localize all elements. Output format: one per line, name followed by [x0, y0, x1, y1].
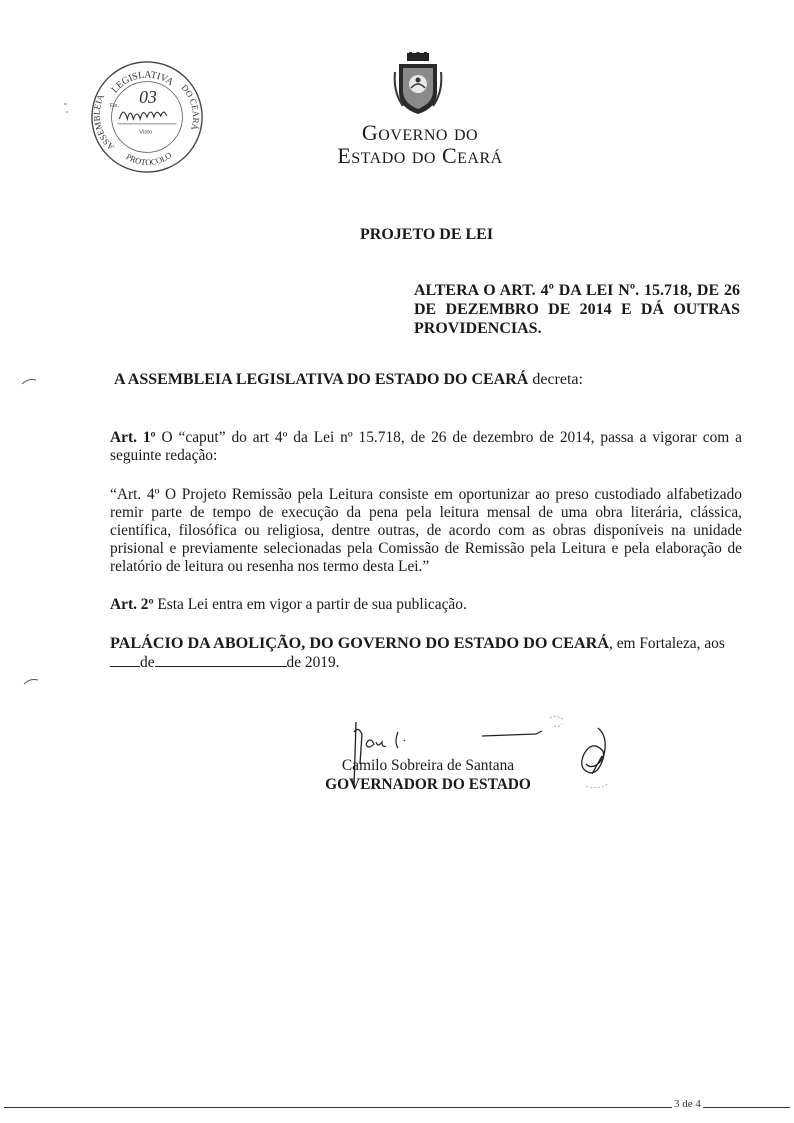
signatory-role: GOVERNADOR DO ESTADO — [325, 776, 531, 793]
article-2: Art. 2º Esta Lei entra em vigor a partir de sua publicação. — [110, 596, 467, 613]
letterhead-line2: ESTADO DO CEARÁ — [337, 143, 503, 168]
stamp-visto-label: Visto — [139, 129, 153, 136]
signatory-name: Camilo Sobreira de Santana — [341, 757, 515, 774]
ceara-coat-of-arms-icon — [393, 52, 443, 116]
letterhead-line1: GOVERNO DO — [361, 120, 479, 145]
enacting-clause: A ASSEMBLEIA LEGISLATIVA DO ESTADO DO CEARÁ decreta: — [114, 371, 583, 388]
date-line: de de 2019. — [110, 654, 340, 672]
closing-place: PALÁCIO DA ABOLIÇÃO, DO GOVERNO DO ESTADO DO CEARÁ, em Fortaleza, aos — [110, 634, 725, 652]
document-title: PROJETO DE LEI — [360, 226, 494, 243]
quoted-article-4: “Art. 4º O Projeto Remissão pela Leitura consiste em oportunizar ao preso custodiado alfabetizado remir parte de tempo de execução da pena pela leitura mensal de uma obra literária, clássica, científica, filosófica ou religiosa, dentre outras, de acordo com as obras disponíveis na unidade prisional e previamente selecionadas pela Comissão de Remissão pela Leitura e pela elaboração de relatório de leitura ou resenha nos termo desta Lei.” — [110, 486, 742, 575]
page-number: 3 de 4 — [674, 1098, 701, 1110]
ementa: ALTERA O ART. 4º DA LEI Nº. 15.718, DE 26 DE DEZEMBRO DE 2014 E DÁ OUTRAS PROVIDENCIAS. — [414, 282, 740, 337]
stamp-handwritten-initials — [119, 112, 166, 119]
stamp-ring-top: LEGISLATIVA — [109, 69, 176, 96]
stamp-number: 03 — [139, 87, 157, 108]
stamp-ring-bottom: PROTOCOLO — [124, 150, 174, 168]
protocol-stamp — [88, 58, 206, 176]
stamp-ring-right: DO CEARÁ — [179, 82, 202, 132]
stamp-ring-left: ASSEMBLEIA — [91, 92, 116, 153]
stamp-fls-label: Fls. — [109, 103, 120, 110]
article-1: Art. 1º O “caput” do art 4º da Lei nº 15.718, de 26 de dezembro de 2014, passa a vigorar com a seguinte redação: — [110, 429, 742, 464]
